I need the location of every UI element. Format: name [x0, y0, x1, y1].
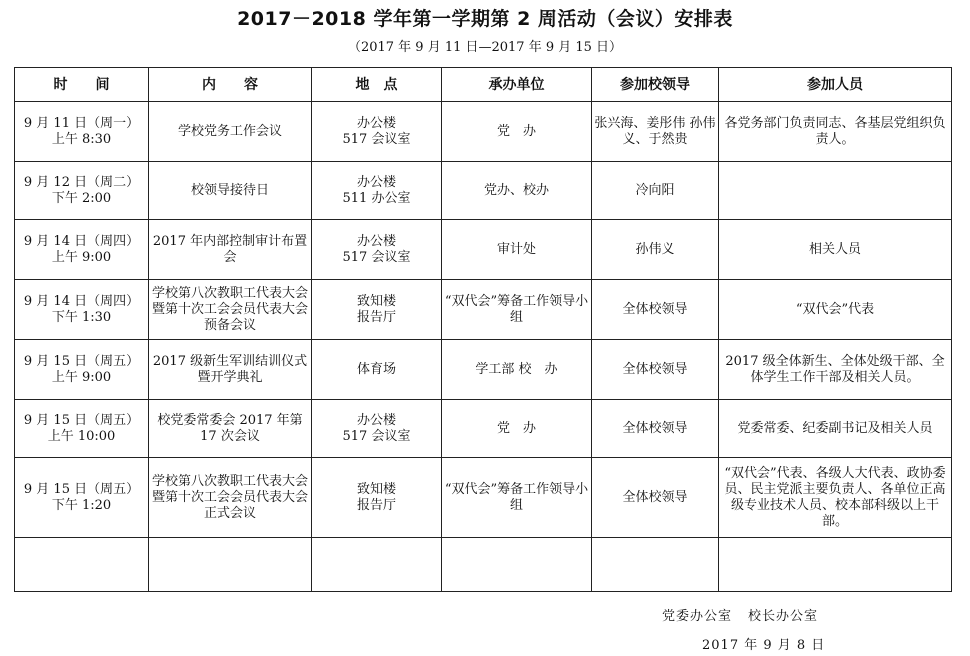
location-room: 报告厅 — [356, 309, 396, 325]
content-cell: 2017 年内部控制审计布置会 — [149, 220, 312, 280]
content-cell: 校领导接待日 — [149, 162, 312, 220]
header-leaders: 参加校领导 — [592, 68, 719, 102]
participants-cell: “双代会”代表、各级人大代表、政协委员、民主党派主要负责人、各单位正高级专业技术人员、校本部科级以上干部。 — [719, 458, 952, 538]
empty-cell — [312, 538, 442, 592]
header-location: 地 点 — [312, 68, 442, 102]
table-row — [15, 340, 952, 400]
table-header-row — [15, 68, 952, 102]
location-room: 报告厅 — [356, 497, 396, 513]
location-cell — [312, 280, 442, 340]
content-cell: 学校第八次教职工代表大会暨第十次工会会员代表大会正式会议 — [149, 458, 312, 538]
location-building: 办公楼 — [356, 115, 396, 131]
table-row — [15, 400, 952, 458]
time-text: 上午 9:00 — [51, 369, 112, 385]
location-building: 办公楼 — [356, 412, 396, 428]
time-text: 上午 8:30 — [51, 131, 112, 147]
participants-cell: 2017 级全体新生、全体处级干部、全体学生工作干部及相关人员。 — [719, 340, 952, 400]
leaders-cell: 孙伟义 — [592, 220, 719, 280]
time-cell — [15, 220, 149, 280]
empty-cell — [719, 538, 952, 592]
content-cell: 校党委常委会 2017 年第 17 次会议 — [149, 400, 312, 458]
time-cell — [15, 102, 149, 162]
time-text: 下午 1:30 — [51, 309, 112, 325]
participants-cell: 相关人员 — [719, 220, 952, 280]
location-room: 517 会议室 — [342, 428, 411, 444]
header-participants: 参加人员 — [719, 68, 952, 102]
time-cell — [15, 280, 149, 340]
location-cell — [312, 220, 442, 280]
content-cell: 2017 级新生军训结训仪式暨开学典礼 — [149, 340, 312, 400]
empty-cell — [592, 538, 719, 592]
host-cell: 党 办 — [442, 102, 592, 162]
leaders-cell: 冷向阳 — [592, 162, 719, 220]
participants-cell: 党委常委、纪委副书记及相关人员 — [719, 400, 952, 458]
participants-cell — [719, 162, 952, 220]
location-room: 517 会议室 — [342, 249, 411, 265]
location-cell — [312, 400, 442, 458]
host-cell: 审计处 — [442, 220, 592, 280]
location-building: 办公楼 — [356, 233, 396, 249]
content-cell: 学校党务工作会议 — [149, 102, 312, 162]
leaders-cell: 全体校领导 — [592, 340, 719, 400]
time-text: 下午 1:20 — [51, 497, 112, 513]
header-host: 承办单位 — [442, 68, 592, 102]
schedule-table — [14, 67, 952, 592]
table-row — [15, 458, 952, 538]
location-cell — [312, 458, 442, 538]
host-cell: 党办、校办 — [442, 162, 592, 220]
time-text: 上午 9:00 — [51, 249, 112, 265]
time-cell — [15, 400, 149, 458]
leaders-cell: 全体校领导 — [592, 280, 719, 340]
header-time: 时 间 — [15, 68, 149, 102]
leaders-cell: 全体校领导 — [592, 458, 719, 538]
date-range-subtitle: （2017 年 9 月 11 日—2017 年 9 月 15 日） — [347, 40, 623, 55]
empty-cell — [15, 538, 149, 592]
president-office-label: 校长办公室 — [748, 609, 819, 624]
location-building: 体育场 — [356, 361, 396, 377]
time-cell — [15, 458, 149, 538]
location-building: 致知楼 — [356, 481, 396, 497]
location-room: 511 办公室 — [342, 190, 411, 206]
issue-date: 2017 年 9 月 8 日 — [702, 638, 826, 653]
date-text: 9 月 14 日（周四） — [23, 233, 140, 249]
location-building: 办公楼 — [356, 174, 396, 190]
date-text: 9 月 11 日（周一） — [23, 115, 140, 131]
leaders-cell: 张兴海、姜彤伟 孙伟义、于然贵 — [592, 102, 719, 162]
empty-cell — [149, 538, 312, 592]
host-cell: 学工部 校 办 — [442, 340, 592, 400]
time-cell — [15, 340, 149, 400]
time-text: 下午 2:00 — [51, 190, 112, 206]
date-text: 9 月 12 日（周二） — [23, 174, 140, 190]
host-cell: “双代会”筹备工作领导小组 — [442, 280, 592, 340]
table-row — [15, 102, 952, 162]
empty-cell — [442, 538, 592, 592]
time-cell — [15, 162, 149, 220]
header-content: 内 容 — [149, 68, 312, 102]
location-cell — [312, 102, 442, 162]
time-text: 上午 10:00 — [47, 428, 116, 444]
leaders-cell: 全体校领导 — [592, 400, 719, 458]
host-cell: “双代会”筹备工作领导小组 — [442, 458, 592, 538]
location-building: 致知楼 — [356, 293, 396, 309]
date-text: 9 月 14 日（周四） — [23, 293, 140, 309]
empty-table-row — [15, 538, 952, 592]
location-cell — [312, 340, 442, 400]
table-row — [15, 280, 952, 340]
party-office-label: 党委办公室 — [662, 609, 733, 624]
page-title: 2017－2018 学年第一学期第 2 周活动（会议）安排表 — [237, 8, 733, 30]
participants-cell: “双代会”代表 — [719, 280, 952, 340]
location-room: 517 会议室 — [342, 131, 411, 147]
table-row — [15, 220, 952, 280]
date-text: 9 月 15 日（周五） — [23, 481, 140, 497]
table-row — [15, 162, 952, 220]
participants-cell: 各党务部门负责同志、各基层党组织负责人。 — [719, 102, 952, 162]
date-text: 9 月 15 日（周五） — [23, 353, 140, 369]
content-cell: 学校第八次教职工代表大会暨第十次工会会员代表大会预备会议 — [149, 280, 312, 340]
date-text: 9 月 15 日（周五） — [23, 412, 140, 428]
issuing-offices — [662, 605, 818, 624]
location-cell — [312, 162, 442, 220]
host-cell: 党 办 — [442, 400, 592, 458]
